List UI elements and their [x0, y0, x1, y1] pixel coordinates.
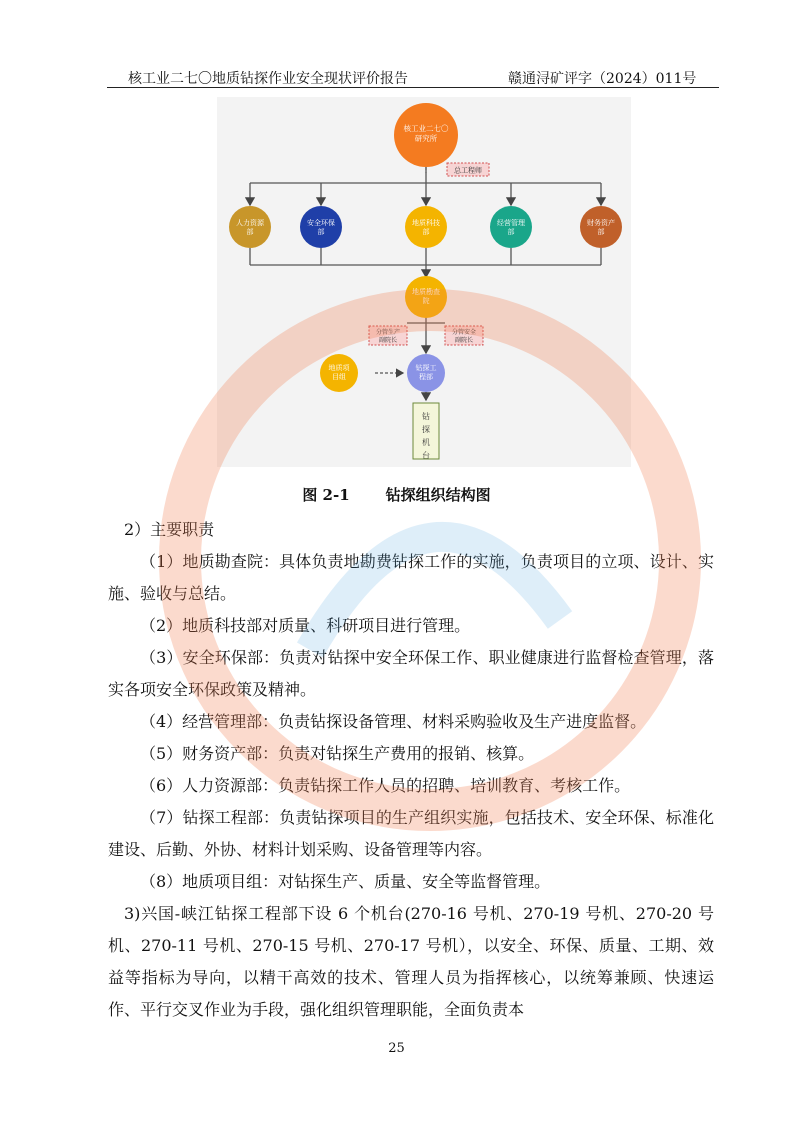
- svg-text:部: 部: [422, 229, 430, 236]
- paragraph: （5）财务资产部：负责对钻探生产费用的报销、核算。: [140, 744, 535, 763]
- svg-text:经营管理: 经营管理: [497, 220, 525, 227]
- svg-text:部: 部: [597, 229, 605, 236]
- paragraph: （8）地质项目组：对钻探生产、质量、安全等监督管理。: [140, 872, 551, 891]
- drilling-dept-node: [407, 354, 445, 392]
- svg-text:地质项: 地质项: [328, 365, 350, 372]
- svg-text:钻: 钻: [422, 412, 430, 421]
- header-rule: [107, 87, 719, 88]
- svg-text:副院长: 副院长: [378, 338, 398, 344]
- svg-text:分管安全: 分管安全: [451, 330, 477, 336]
- paragraph: （6）人力资源部：负责钻探工作人员的招聘、培训教育、考核工作。: [140, 776, 631, 795]
- svg-text:安全环保: 安全环保: [307, 220, 335, 227]
- figure-title: 钻探组织结构图: [385, 486, 491, 504]
- dept-tech-node: [405, 206, 447, 248]
- paragraph: （3）安全环保部：负责对钻探中安全环保工作、职业健康进行监督检查管理，落实各项安全环保政策及精神。: [108, 648, 714, 699]
- institute-node: [405, 276, 447, 318]
- paragraph: （1）地质勘查院：具体负责地勘费钻探工作的实施，负责项目的立项、设计、实施、验收与总结。: [108, 552, 714, 603]
- paragraph: 3)兴国-峡江钻探工程部下设 6 个机台(270-16 号机、270-19 号机、270-20 号机、270-11 号机、270-15 号机、270-17 号机），以安全、环保、质量、工期、效益等指标为导向，以精干高效的技术、管理人员为指挥核心，以统筹兼顾、快速运作、平行交叉作业为手段，强化组织管理职能，全面负责本: [108, 904, 714, 1019]
- page-number: 25: [388, 1041, 405, 1056]
- header-doc-number: 赣通浔矿评字（2024）011号: [508, 71, 697, 87]
- svg-text:目组: 目组: [332, 374, 346, 381]
- dept-ops-node: [490, 206, 532, 248]
- svg-text:院: 院: [422, 298, 430, 305]
- org-chart: [217, 97, 631, 467]
- svg-text:副院长: 副院长: [454, 338, 474, 344]
- chief-engineer-label: 总工程师: [454, 167, 482, 175]
- svg-text:机: 机: [422, 438, 430, 447]
- section-heading: 2）主要职责: [124, 520, 215, 539]
- paragraph: （7）钻探工程部：负责钻探项目的生产组织实施，包括技术、安全环保、标准化建设、后勤、外协、材料计划采购、设备管理等内容。: [108, 808, 714, 859]
- svg-text:地质勘查: 地质勘查: [412, 289, 440, 296]
- header-title: 核工业二七〇地质钻探作业安全现状评价报告: [128, 71, 408, 87]
- svg-text:部: 部: [246, 229, 254, 236]
- figure-number: 图 2-1: [302, 486, 350, 504]
- org-chart-svg: [217, 97, 631, 467]
- svg-text:人力资源: 人力资源: [236, 220, 264, 227]
- svg-text:部: 部: [507, 229, 515, 236]
- geo-team-node: [320, 354, 358, 392]
- paragraph: （4）经营管理部：负责钻探设备管理、材料采购验收及生产进度监督。: [140, 712, 647, 731]
- svg-text:部: 部: [317, 229, 325, 236]
- svg-text:台: 台: [422, 451, 430, 460]
- svg-text:地质科技: 地质科技: [412, 220, 440, 227]
- svg-text:探: 探: [422, 425, 430, 434]
- svg-text:钻探工: 钻探工: [415, 365, 437, 372]
- svg-text:分管生产: 分管生产: [375, 330, 401, 336]
- dept-finance-node: [580, 206, 622, 248]
- svg-text:财务资产: 财务资产: [587, 220, 615, 227]
- svg-text:程部: 程部: [419, 374, 433, 381]
- svg-text:研究所: 研究所: [414, 134, 438, 143]
- body-text: [108, 514, 714, 1026]
- top-node-label: 核工业二七〇: [403, 124, 449, 133]
- figure-caption: [0, 484, 793, 505]
- paragraph: （2）地质科技部对质量、科研项目进行管理。: [140, 616, 471, 635]
- dept-hr-node: [229, 206, 271, 248]
- dept-safety-node: [300, 206, 342, 248]
